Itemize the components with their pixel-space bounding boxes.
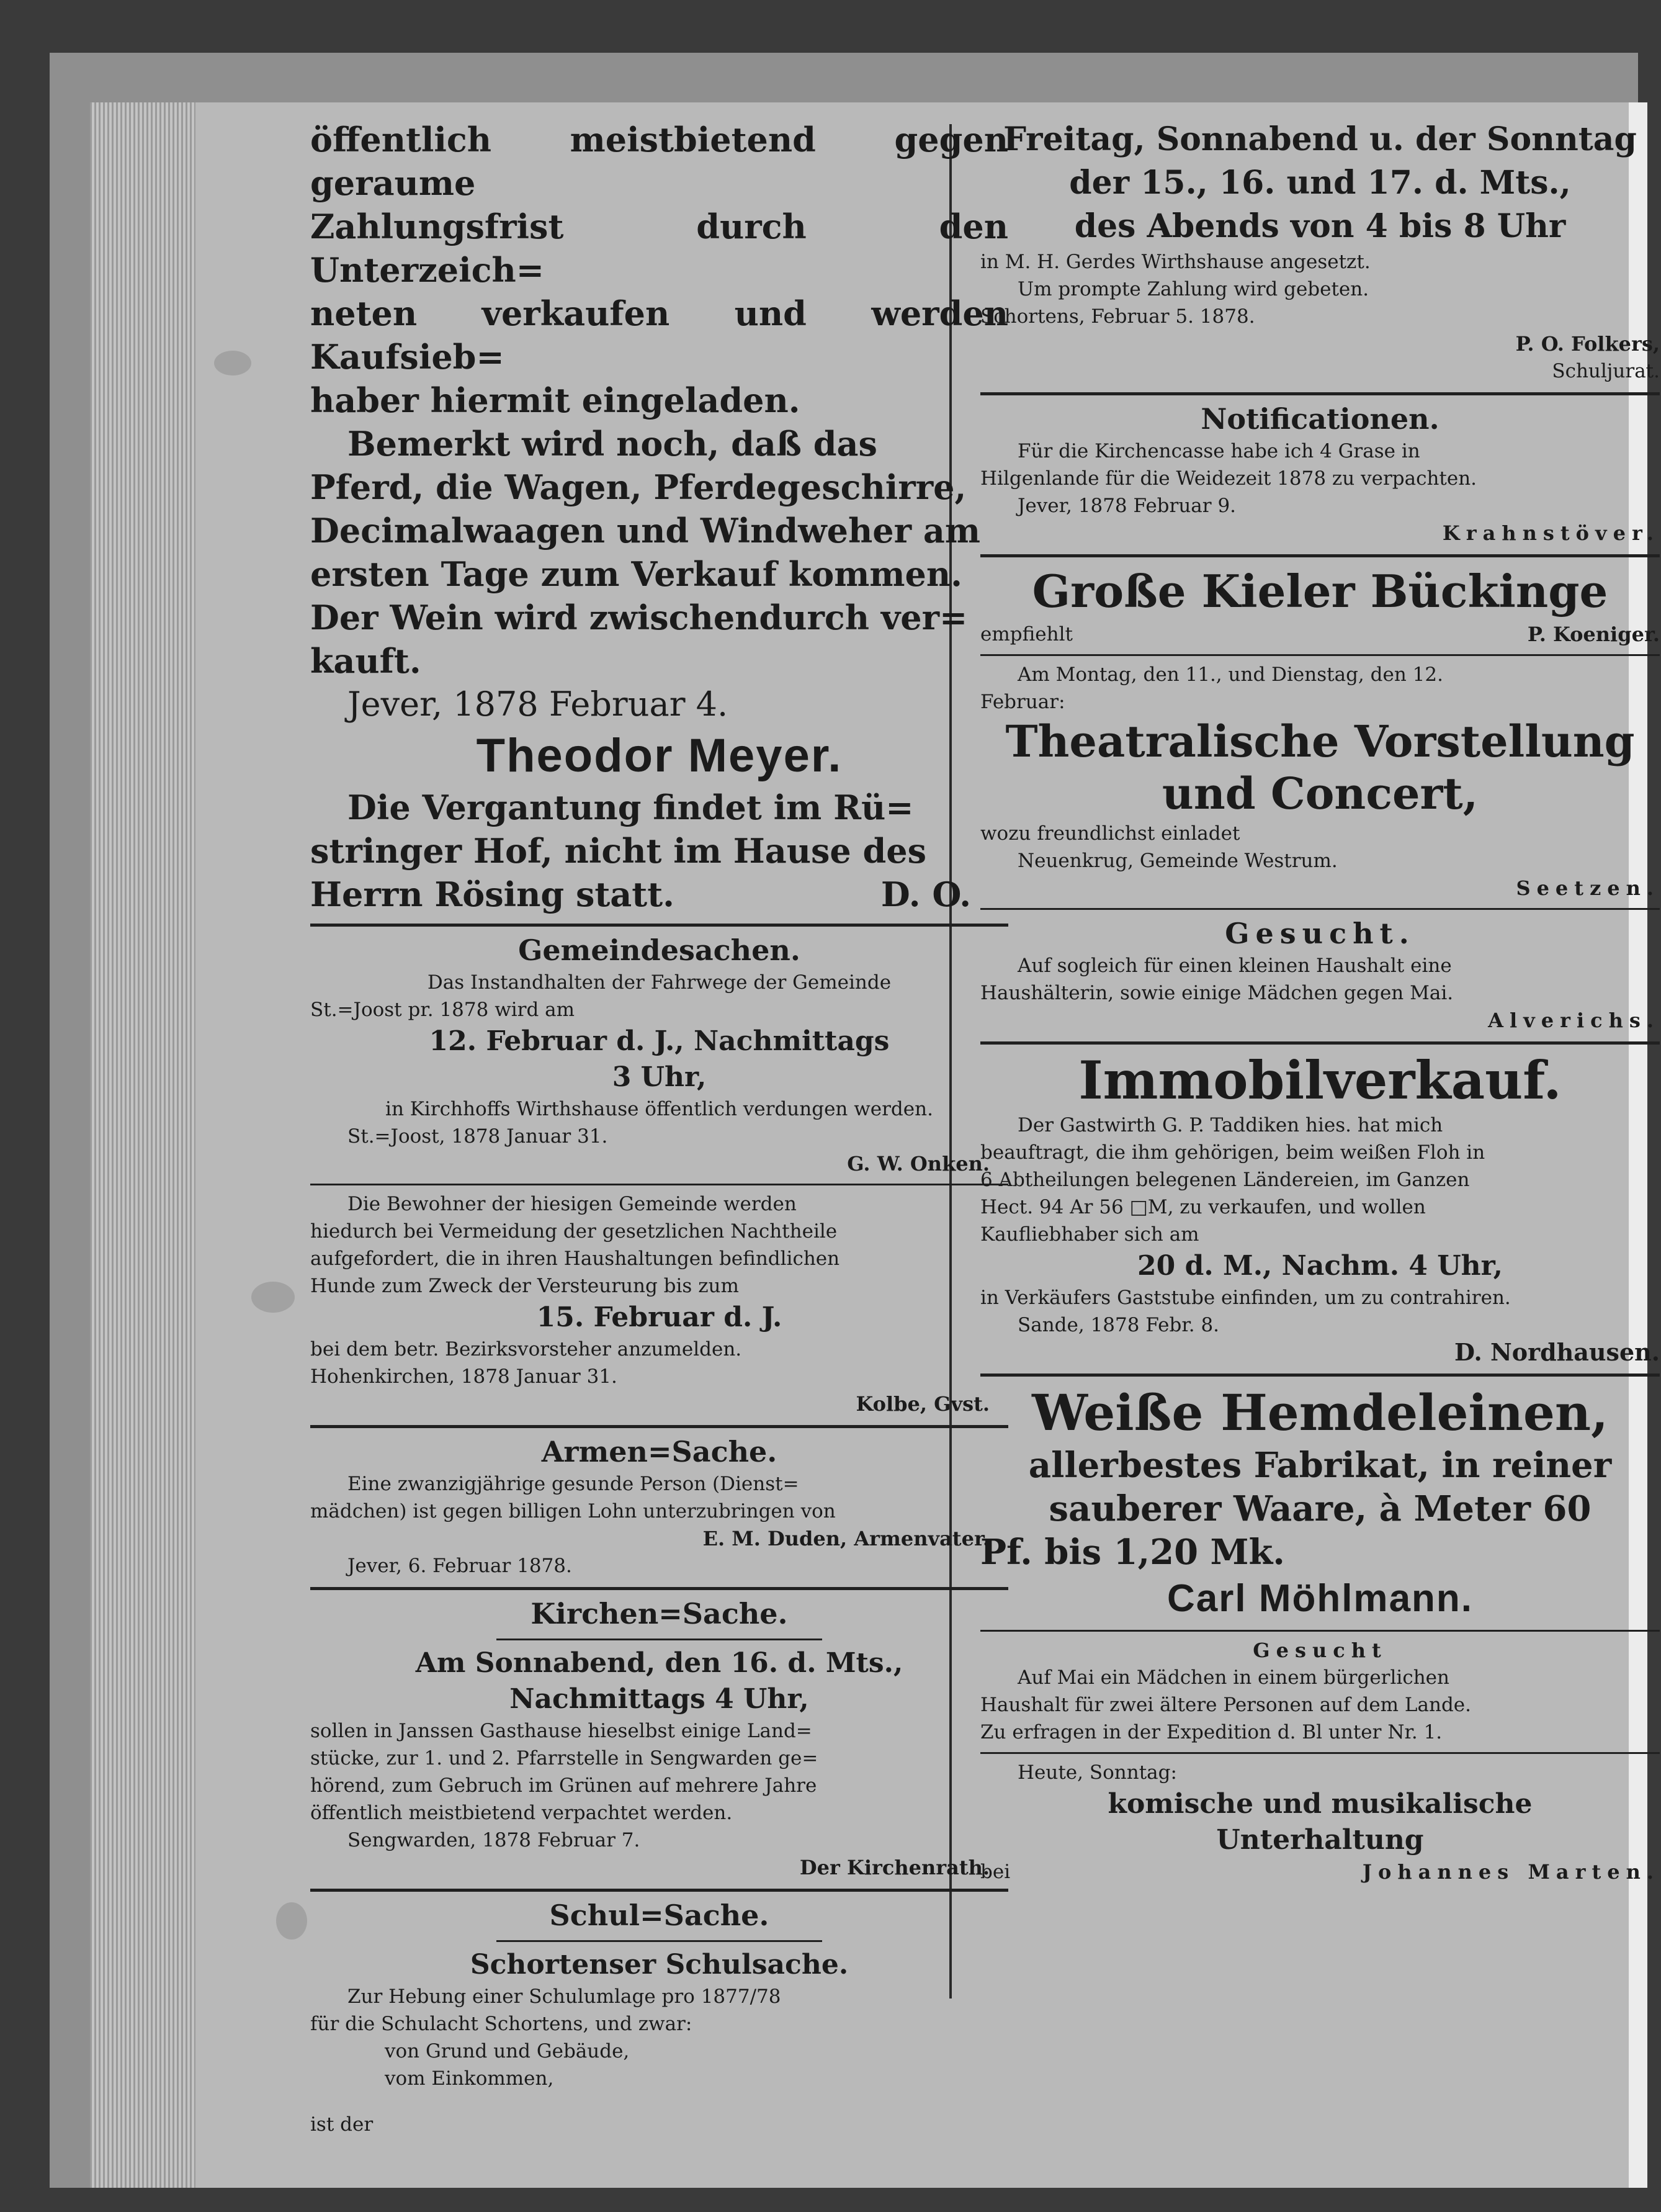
intro-line-1: öffentlich meistbietend gegen geraume: [310, 120, 1008, 203]
immobil-line-3: 6 Abtheilungen belegenen Ländereien, im Ganzen: [980, 1169, 1470, 1191]
heute-lead: Heute, Sonntag:: [1018, 1761, 1177, 1784]
heute-bei: bei: [980, 1861, 1011, 1883]
top-line-2: Um prompte Zahlung wird gebeten.: [1018, 278, 1369, 300]
divider: [980, 654, 1660, 656]
page-edges: [90, 102, 195, 2188]
kirchen-line-3: hörend, zum Gebruch im Grünen auf mehrere Jahre: [310, 1774, 817, 1797]
buecking-title: Große Kieler Bückinge: [1032, 565, 1608, 618]
hemd-big-2: sauberer Waare, à Meter 60: [1049, 1488, 1592, 1529]
gemeinde-line-2: St.=Joost pr. 1878 wird am: [310, 999, 575, 1021]
top-big-2: der 15., 16. und 17. d. Mts.,: [1069, 164, 1571, 202]
armen-line-2: mädchen) ist gegen billigen Lohn unterzubringen von: [310, 1500, 836, 1522]
kirchen-place-date: Sengwarden, 1878 Februar 7.: [347, 1829, 640, 1851]
armen-signature: E. M. Duden, Armenvater.: [702, 1527, 990, 1550]
gesucht1-signature: Alverichs.: [1488, 1009, 1660, 1032]
intro-line-2: Zahlungsfrist durch den Unterzeich=: [310, 207, 1008, 290]
top-big-3: des Abends von 4 bis 8 Uhr: [1074, 207, 1566, 245]
remark-line-3: Decimalwaagen und Windweher am: [310, 511, 980, 551]
divider: [310, 1425, 1008, 1428]
notif-line-1: Für die Kirchencasse habe ich 4 Grase in: [1018, 440, 1420, 462]
divider: [980, 908, 1660, 910]
short-divider: [496, 1639, 822, 1640]
kirchen-line-4: öffentlich meistbietend verpachtet werden.: [310, 1802, 733, 1824]
gemeinde-time: 3 Uhr,: [612, 1061, 707, 1093]
gesucht2-heading: Gesucht: [1253, 1639, 1387, 1662]
signer-name: Theodor Meyer.: [476, 729, 843, 782]
gesucht1-heading: Gesucht.: [1225, 917, 1415, 950]
hunde-line-3: aufgefordert, die in ihren Haushaltungen befindlichen: [310, 1248, 840, 1270]
gemeinde-heading: Gemeindesachen.: [518, 933, 800, 967]
kirchen-signature: Der Kirchenrath.: [799, 1856, 990, 1879]
schul-heading: Schul=Sache.: [549, 1899, 769, 1932]
theater-line-1: wozu freundlichst einladet: [980, 822, 1240, 845]
hemd-signature: Carl Möhlmann.: [1166, 1577, 1474, 1620]
gesucht1-line-1: Auf sogleich für einen kleinen Haushalt eine: [1018, 955, 1452, 977]
notif-place-date: Jever, 1878 Februar 9.: [1018, 495, 1237, 517]
schul-line-2: für die Schulacht Schortens, und zwar:: [310, 2013, 692, 2035]
hunde-signature: Kolbe, Gvst.: [856, 1392, 990, 1416]
gesucht2-line-1: Auf Mai ein Mädchen in einem bürgerlichen: [1018, 1666, 1449, 1689]
armen-line-1: Eine zwanzigjährige gesunde Person (Dienst=: [347, 1473, 799, 1495]
theater-title-2: und Concert,: [1162, 768, 1479, 819]
immobil-line-1: Der Gastwirth G. P. Taddiken hies. hat mich: [1018, 1114, 1443, 1136]
gesucht2-line-3: Zu erfragen in der Expedition d. Bl unter Nr. 1.: [980, 1721, 1443, 1743]
note-line-3: Herrn Rösing statt.: [310, 874, 674, 914]
hunde-line-2: hiedurch bei Vermeidung der gesetzlichen Nachtheile: [310, 1220, 838, 1243]
immobil-line-5: Kaufliebhaber sich am: [980, 1223, 1199, 1246]
theater-signature: Seetzen.: [1516, 876, 1660, 900]
hunde-line-1: Die Bewohner der hiesigen Gemeinde werden: [347, 1193, 797, 1215]
hemd-big-3: Pf. bis 1,20 Mk.: [980, 1532, 1285, 1573]
right-column: [980, 118, 1660, 1980]
divider: [980, 1374, 1660, 1377]
note-line-1: Die Vergantung findet im Rü=: [347, 788, 914, 827]
hunde-line-4: Hunde zum Zweck der Versteurung bis zum: [310, 1275, 739, 1297]
kirchen-heading: Kirchen=Sache.: [531, 1597, 788, 1630]
theater-title-1: Theatralische Vorstellung: [1005, 716, 1635, 767]
buecking-row: [980, 621, 1660, 648]
theater-lead-2: Februar:: [980, 691, 1065, 713]
divider: [980, 1041, 1660, 1045]
note-line-2: stringer Hof, nicht im Hause des: [310, 831, 927, 871]
buecking-signature: P. Koeniger.: [1527, 623, 1660, 646]
theater-line-2: Neuenkrug, Gemeinde Westrum.: [1018, 850, 1338, 872]
immobil-line-2: beauftragt, die ihm gehörigen, beim weißen Floh in: [980, 1141, 1485, 1164]
kirchen-big-2: Nachmittags 4 Uhr,: [509, 1683, 809, 1715]
armen-heading: Armen=Sache.: [541, 1435, 777, 1468]
top-big-1: Freitag, Sonnabend u. der Sonntag: [1003, 120, 1637, 158]
immobil-line-4: Hect. 94 Ar 56 □M, zu verkaufen, und wollen: [980, 1196, 1426, 1218]
divider: [310, 1184, 1008, 1185]
immobil-date: 20 d. M., Nachm. 4 Uhr,: [1137, 1250, 1503, 1282]
hunde-date: 15. Februar d. J.: [536, 1302, 782, 1333]
divider: [980, 392, 1660, 395]
schul-title: Schortenser Schulsache.: [470, 1949, 849, 1980]
place-date: Jever, 1878 Februar 4.: [347, 685, 728, 724]
top-place-date: Schortens, Februar 5. 1878.: [980, 305, 1255, 328]
immobil-signature: D. Nordhausen.: [1454, 1338, 1660, 1366]
gesucht2-line-2: Haushalt für zwei ältere Personen auf dem Lande.: [980, 1694, 1471, 1716]
remark-line-2: Pferd, die Wagen, Pferdegeschirre,: [310, 467, 967, 507]
divider: [310, 1587, 1008, 1590]
note-last-row: [310, 873, 1008, 916]
gesucht1-line-2: Haushälterin, sowie einige Mädchen gegen Mai.: [980, 982, 1454, 1004]
gemeinde-line-1: Das Instandhalten der Fahrwege der Gemeinde: [427, 971, 892, 994]
immobil-place-date: Sande, 1878 Febr. 8.: [1018, 1314, 1220, 1336]
remark-line-5: Der Wein wird zwischendurch ver=: [310, 598, 968, 637]
schul-line-4: vom Einkommen,: [385, 2067, 554, 2090]
intro-line-3: neten verkaufen und werden Kaufsieb=: [310, 294, 1008, 377]
divider: [310, 1889, 1008, 1892]
intro-line-4: haber hiermit eingeladen.: [310, 380, 800, 420]
notif-line-2: Hilgenlande für die Weidezeit 1878 zu verpachten.: [980, 467, 1477, 490]
schul-footer: ist der: [310, 2113, 374, 2136]
short-divider: [496, 1940, 822, 1942]
buecking-empfiehlt: empfiehlt: [980, 623, 1073, 645]
top-signature: P. O. Folkers,: [1515, 332, 1660, 356]
theater-lead: Am Montag, den 11., und Dienstag, den 12.: [1018, 663, 1443, 686]
immobil-title: Immobilverkauf.: [1078, 1050, 1562, 1111]
kirchen-line-1: sollen in Janssen Gasthause hieselbst einige Land=: [310, 1720, 812, 1742]
heute-title-1: komische und musikalische: [1108, 1788, 1533, 1820]
gemeinde-place-date: St.=Joost, 1878 Januar 31.: [347, 1125, 608, 1148]
kirchen-big-1: Am Sonnabend, den 16. d. Mts.,: [415, 1647, 903, 1679]
divider: [980, 554, 1660, 557]
divider: [980, 1630, 1660, 1632]
divider: [310, 924, 1008, 927]
note-signature: D. O.: [880, 874, 971, 914]
divider: [980, 1752, 1660, 1754]
remark-line-4: ersten Tage zum Verkauf kommen.: [310, 554, 962, 594]
gemeinde-rest: in Kirchhoffs Wirthshause öffentlich verdungen werden.: [385, 1098, 933, 1120]
left-column: [310, 118, 1011, 2138]
gemeinde-date: 12. Februar d. J., Nachmittags: [429, 1025, 890, 1057]
schul-line-3: von Grund und Gebäude,: [385, 2040, 630, 2062]
remark-line-6: kauft.: [310, 641, 421, 681]
heute-title-2: Unterhaltung: [1216, 1824, 1424, 1856]
hemd-title: Weiße Hemdeleinen,: [1032, 1383, 1608, 1442]
top-line-1: in M. H. Gerdes Wirthshause angesetzt.: [980, 251, 1371, 273]
notif-heading: Notificationen.: [1201, 402, 1439, 436]
hemd-big-1: allerbestes Fabrikat, in reiner: [1028, 1445, 1612, 1486]
armen-place-date: Jever, 6. Februar 1878.: [347, 1555, 572, 1577]
notif-signature: Krahnstöver.: [1442, 521, 1660, 545]
gemeinde-signature: G. W. Onken.: [847, 1152, 990, 1176]
heute-row: [980, 1858, 1660, 1886]
kirchen-line-2: stücke, zur 1. und 2. Pfarrstelle in Sengwarden ge=: [310, 1747, 818, 1769]
heute-signature: Johannes Marten.: [1362, 1860, 1660, 1884]
top-signature-role: Schuljurat.: [1552, 360, 1660, 382]
hunde-place-date: Hohenkirchen, 1878 Januar 31.: [310, 1365, 617, 1388]
hunde-rest: bei dem betr. Bezirksvorsteher anzumelden.: [310, 1338, 742, 1360]
schul-line-1: Zur Hebung einer Schulumlage pro 1877/78: [347, 1985, 781, 2008]
remark-line-1: Bemerkt wird noch, daß das: [347, 424, 877, 464]
immobil-rest: in Verkäufers Gaststube einfinden, um zu contrahiren.: [980, 1287, 1511, 1309]
